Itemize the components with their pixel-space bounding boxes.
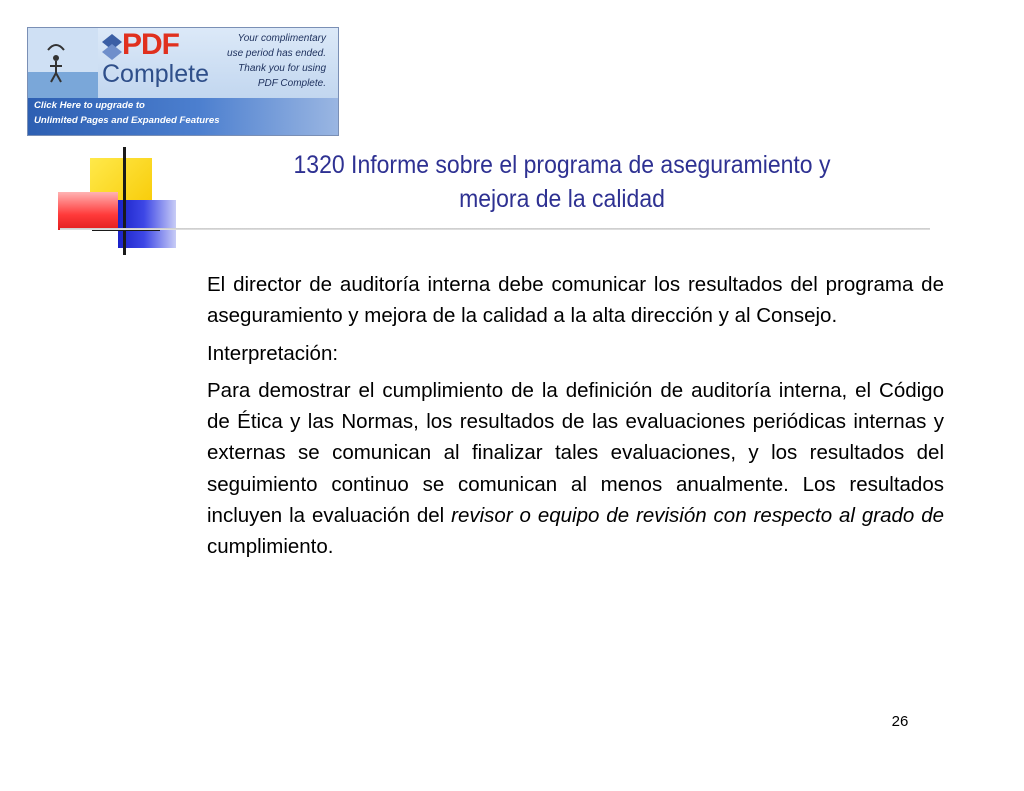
slide-title-line: 1320 Informe sobre el programa de aseguramiento y [293,151,831,179]
expired-message-line: use period has ended. [227,48,326,59]
page-number: 26 [891,713,909,730]
slide-title [220,148,904,216]
slide-title-line: mejora de la calidad [459,185,665,213]
pdf-complete-upgrade-banner[interactable] [27,27,339,136]
red-square-decoration [58,192,118,230]
expired-message-line: Thank you for using [238,63,326,74]
paragraph-interpretation-text: Para demostrar el cumplimiento de la definición de auditoría interna, el Código de Ética y las Normas, los resultados de las evaluaciones periódicas internas y externas se comunican al finalizar tales evaluaciones, y los resultados del seguimiento continuo se comunican al menos anualmente. Los resultados incluyen la evaluación del [207,378,944,528]
upgrade-link-line[interactable]: Click Here to upgrade to [34,100,145,111]
paragraph-standard: El director de auditoría interna debe comunicar los resultados del programa de aseguramiento y mejora de la calidad a la alta dirección y al Consejo. [207,273,944,328]
pdf-complete-logo-figure [28,28,98,98]
title-divider [60,228,930,230]
complete-logo-text: Complete [102,60,209,88]
vertical-line-decoration [123,147,126,255]
interpretation-heading: Interpretación: [207,341,339,365]
paragraph-interpretation-end: cumplimiento. [207,535,334,559]
pdf-complete-diamond-icon [102,34,122,60]
expired-message-line: Your complimentary [237,33,326,44]
paragraph-interpretation-italic: revisor o equipo de revisión con respecto al grado de [451,504,944,528]
paragraph-interpretation [207,375,944,563]
expired-message-line: PDF Complete. [257,78,326,89]
expired-message [176,31,326,91]
pdf-logo-text: PDF [122,28,179,61]
slide-body [207,269,944,563]
blue-square-decoration [118,200,176,248]
upgrade-link-line[interactable]: Unlimited Pages and Expanded Features [34,115,220,126]
upgrade-link[interactable] [28,98,338,136]
